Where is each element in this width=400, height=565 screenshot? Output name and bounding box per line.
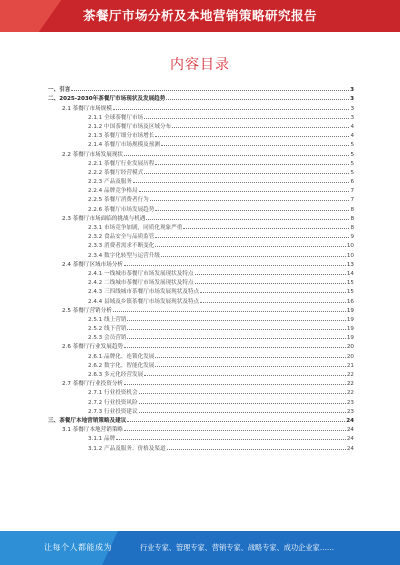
toc-heading: 内容目录 — [170, 57, 230, 73]
toc-entry[interactable] — [48, 406, 354, 415]
toc-entry[interactable] — [48, 112, 354, 121]
toc-entry-text: 2.7.1 行业投资机会 — [88, 390, 138, 397]
toc-leader-dots — [166, 99, 349, 100]
toc-entry-text: 2.1.4 茶餐厅市场规模及预测 — [88, 142, 160, 149]
toc-page-number: 23 — [346, 399, 354, 406]
toc-entry[interactable] — [48, 102, 354, 111]
toc-page-number: 9 — [350, 234, 354, 241]
toc-entry-text: 2.7.2 行业投资风险 — [88, 399, 138, 406]
toc-entry[interactable] — [48, 332, 354, 341]
toc-entry-text: 2.2.1 茶餐厅行业发展历程 — [88, 160, 155, 167]
toc-page-number: 20 — [346, 344, 354, 351]
toc-entry[interactable] — [48, 323, 354, 332]
toc-leader-dots — [144, 375, 346, 376]
toc-page-number: 4 — [350, 123, 354, 130]
toc-entry-text: 2.5 茶餐厅营销分析 — [62, 307, 112, 314]
toc-entry[interactable] — [48, 442, 354, 451]
table-of-contents — [48, 84, 354, 452]
toc-entry[interactable] — [48, 268, 354, 277]
toc-entry-text: 2.3.2 食品安全与品质监管 — [88, 234, 155, 241]
toc-entry-text: 3.1.2 产品及服务、价格及渠道 — [88, 445, 166, 452]
toc-entry-text: 3.1 茶餐厅本地营销策略 — [62, 427, 124, 434]
toc-page-number: 19 — [346, 316, 354, 323]
toc-page-number: 15 — [346, 280, 354, 287]
toc-entry[interactable] — [48, 240, 354, 249]
toc-leader-dots — [195, 283, 346, 284]
toc-page-number: 14 — [346, 270, 354, 277]
footer-slogan-left: 让每个人都能成为 — [44, 543, 112, 552]
toc-page-number: 20 — [346, 353, 354, 360]
toc-entry[interactable] — [48, 249, 354, 258]
toc-entry[interactable] — [48, 194, 354, 203]
toc-entry[interactable] — [48, 121, 354, 130]
toc-page-number: 24 — [346, 417, 354, 424]
toc-entry[interactable] — [48, 185, 354, 194]
toc-entry-text: 2.6 茶餐厅行业发展趋势 — [62, 344, 124, 351]
toc-entry-text: 2.6.1 品牌化、连锁化发展 — [88, 353, 155, 360]
toc-entry[interactable] — [48, 314, 354, 323]
toc-leader-dots — [127, 338, 345, 339]
toc-page-number: 5 — [350, 151, 354, 158]
toc-leader-dots — [155, 210, 349, 211]
report-title: 茶餐厅市场分析及本地营销策略研究报告 — [82, 8, 317, 23]
toc-leader-dots — [155, 136, 349, 137]
toc-entry[interactable] — [48, 360, 354, 369]
toc-leader-dots — [116, 439, 346, 440]
toc-page-number: 23 — [346, 408, 354, 415]
toc-leader-dots — [139, 403, 346, 404]
toc-page-number: 5 — [350, 169, 354, 176]
toc-page-number: 4 — [350, 133, 354, 140]
toc-entry[interactable] — [48, 203, 354, 212]
toc-page-number: 21 — [346, 362, 354, 369]
toc-page-number: 24 — [346, 445, 354, 452]
toc-page-number: 22 — [346, 381, 354, 388]
toc-entry[interactable] — [48, 341, 354, 350]
toc-leader-dots — [71, 90, 349, 91]
toc-entry[interactable] — [48, 305, 354, 314]
toc-page-number: 3 — [350, 96, 354, 103]
toc-entry[interactable] — [48, 130, 354, 139]
toc-leader-dots — [139, 412, 346, 413]
toc-entry-text: 2.3.4 数字化转型与运营升级 — [88, 252, 160, 259]
toc-page-number: 6 — [350, 179, 354, 186]
toc-entry[interactable] — [48, 378, 354, 387]
toc-entry-text: 2.4.2 二线城市茶餐厅市场发展现状及特点 — [88, 280, 194, 287]
toc-entry[interactable] — [48, 176, 354, 185]
toc-entry[interactable] — [48, 350, 354, 359]
toc-leader-dots — [155, 164, 349, 165]
toc-entry-text: 2.2 茶餐厅市场发展现状 — [62, 151, 124, 158]
toc-page-number: 3 — [350, 114, 354, 121]
toc-leader-dots — [183, 228, 349, 229]
toc-leader-dots — [124, 265, 346, 266]
toc-page-number: 3 — [350, 105, 354, 112]
toc-entry-text: 2.2.6 茶餐厅市场发展趋势 — [88, 206, 155, 213]
footer-banner — [0, 531, 400, 565]
toc-entry-text: 2.1.2 中国茶餐厅市场及区域分布 — [88, 123, 172, 130]
toc-entry[interactable] — [48, 231, 354, 240]
footer-slogan-right: 行业专家、管理专家、营销专家、战略专家、成功企业家…… — [140, 543, 335, 552]
toc-leader-dots — [172, 127, 349, 128]
toc-page-number: 16 — [346, 298, 354, 305]
toc-entry-text: 2.1 茶餐厅市场规模 — [62, 105, 112, 112]
toc-entry[interactable] — [48, 277, 354, 286]
toc-leader-dots — [127, 320, 345, 321]
toc-entry[interactable] — [48, 286, 354, 295]
toc-page-number: 22 — [346, 390, 354, 397]
toc-entry-text: 2.2.4 品牌竞争格局 — [88, 188, 138, 195]
toc-page-number: 8 — [350, 206, 354, 213]
toc-entry[interactable] — [48, 213, 354, 222]
toc-page-number: 22 — [346, 372, 354, 378]
toc-page-number: 13 — [346, 261, 354, 268]
toc-entry-text: 2.4 茶餐厅区域市场分析 — [62, 261, 124, 268]
toc-entry[interactable] — [48, 222, 354, 231]
toc-leader-dots — [139, 393, 346, 394]
toc-entry-text: 2.2.3 产品及服务 — [88, 179, 132, 186]
toc-leader-dots — [124, 347, 346, 348]
toc-leader-dots — [144, 118, 349, 119]
toc-leader-dots — [113, 109, 350, 110]
toc-entry[interactable] — [48, 148, 354, 157]
toc-page-number: 19 — [346, 307, 354, 314]
toc-leader-dots — [155, 357, 346, 358]
header-banner — [0, 0, 400, 32]
toc-entry[interactable] — [48, 396, 354, 405]
toc-page-number: 7 — [350, 188, 354, 195]
toc-page-number: 15 — [346, 289, 354, 296]
toc-leader-dots — [124, 384, 346, 385]
toc-page-number: 8 — [350, 225, 354, 231]
toc-leader-dots — [124, 155, 349, 156]
toc-leader-dots — [113, 311, 346, 312]
toc-leader-dots — [144, 173, 349, 174]
toc-leader-dots — [200, 292, 346, 293]
toc-entry[interactable] — [48, 387, 354, 396]
toc-page-number: 24 — [346, 436, 354, 443]
toc-leader-dots — [127, 329, 345, 330]
toc-leader-dots — [133, 182, 349, 183]
toc-leader-dots — [195, 274, 346, 275]
toc-leader-dots — [155, 246, 346, 247]
toc-entry[interactable] — [48, 415, 354, 424]
toc-leader-dots — [161, 256, 346, 257]
toc-page-number: 19 — [346, 335, 354, 342]
toc-page-number: 19 — [346, 326, 354, 333]
toc-entry[interactable] — [48, 369, 354, 378]
toc-entry[interactable] — [48, 93, 354, 102]
toc-leader-dots — [167, 449, 346, 450]
toc-entry-text: 3.1.1 品牌 — [88, 436, 116, 443]
toc-leader-dots — [127, 421, 345, 422]
toc-page-number: 5 — [350, 160, 354, 167]
toc-entry-text: 2.5.3 会员营销 — [88, 335, 127, 342]
toc-entry[interactable] — [48, 158, 354, 167]
toc-page-number: 24 — [346, 427, 354, 434]
toc-entry-text: 2.4.1 一线城市茶餐厅市场发展现状及特点 — [88, 270, 194, 277]
toc-leader-dots — [200, 302, 346, 303]
toc-entry-text: 2.5.1 线上营销 — [88, 316, 127, 323]
toc-entry-text: 二、2025-2030年茶餐厅市场现状及发展趋势 — [48, 96, 166, 103]
toc-entry-text: 2.5.2 线下营销 — [88, 326, 127, 333]
toc-entry-text: 2.3 茶餐厅市场面临的挑战与机遇 — [62, 215, 146, 222]
toc-entry[interactable] — [48, 295, 354, 304]
toc-entry-text: 2.7.3 行业投资建议 — [88, 408, 138, 415]
toc-entry[interactable] — [48, 259, 354, 268]
toc-entry-text: 2.3.3 消费者需求不断变化 — [88, 243, 155, 250]
toc-page-number: 10 — [346, 243, 354, 250]
toc-page-number: 5 — [350, 142, 354, 149]
toc-leader-dots — [124, 430, 346, 431]
toc-entry-text: 2.2.2 茶餐厅经营模式 — [88, 169, 144, 176]
toc-entry-text: 2.1.1 全球茶餐厅市场 — [88, 114, 144, 121]
toc-leader-dots — [150, 200, 350, 201]
toc-entry-text: 一、引言 — [48, 87, 71, 94]
toc-entry-text: 2.6.2 数字化、智能化发展 — [88, 362, 155, 369]
toc-leader-dots — [155, 366, 346, 367]
toc-leader-dots — [155, 237, 349, 238]
toc-entry[interactable] — [48, 167, 354, 176]
toc-entry[interactable] — [48, 433, 354, 442]
toc-entry[interactable] — [48, 84, 354, 93]
toc-entry-text: 2.4.4 县域及乡镇茶餐厅市场发展现状及特点 — [88, 298, 200, 305]
toc-page-number: 7 — [350, 197, 354, 204]
toc-entry-text: 2.3.1 市场竞争加剧，同质化现象严重 — [88, 225, 183, 231]
toc-leader-dots — [139, 191, 350, 192]
toc-page-number: 3 — [350, 87, 354, 94]
toc-entry-text: 三、茶餐厅本地营销策略及建议 — [48, 417, 127, 424]
toc-entry-text: 2.4.3 三四线城市茶餐厅市场发展现状及特点 — [88, 289, 200, 296]
toc-leader-dots — [161, 145, 349, 146]
toc-entry[interactable] — [48, 424, 354, 433]
toc-page-number: 8 — [350, 215, 354, 222]
toc-entry-text: 2.1.3 茶餐厅细分市场增长 — [88, 133, 155, 140]
toc-leader-dots — [146, 219, 349, 220]
toc-entry-text: 2.7 茶餐厅行业投资分析 — [62, 381, 124, 388]
toc-page-number: 10 — [346, 252, 354, 259]
toc-entry-text: 2.2.5 茶餐厅消费者行为 — [88, 197, 149, 204]
toc-entry-text: 2.6.3 多元化经营发展 — [88, 372, 144, 378]
toc-entry[interactable] — [48, 139, 354, 148]
